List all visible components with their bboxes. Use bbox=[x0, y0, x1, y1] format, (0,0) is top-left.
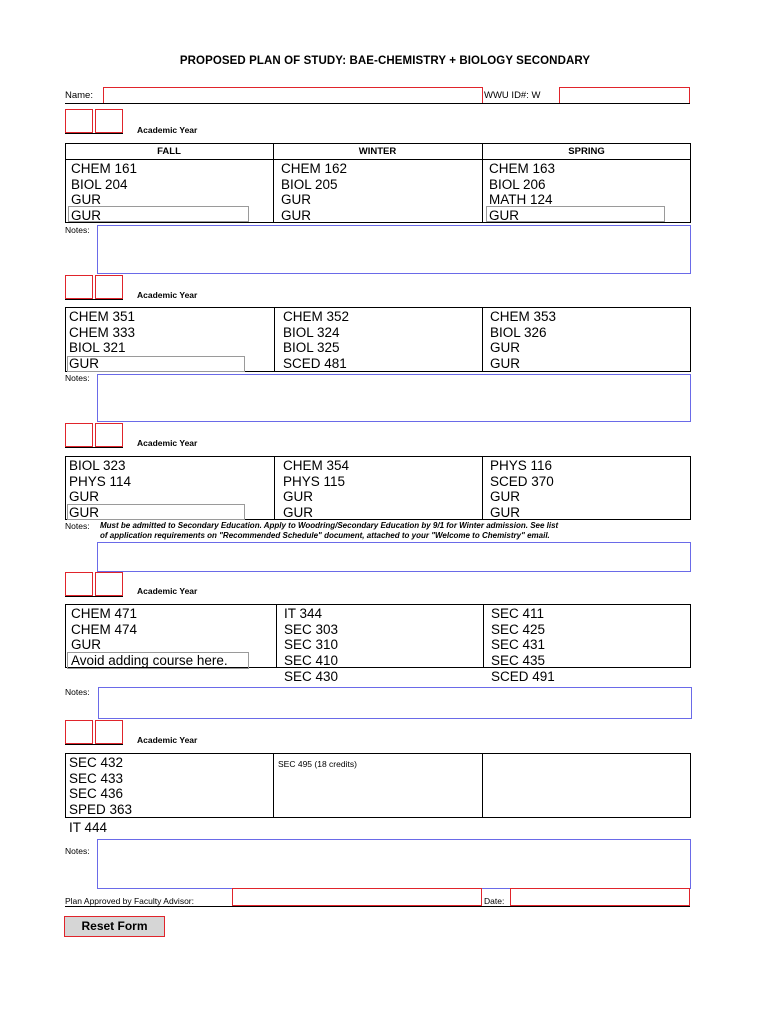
course: GUR bbox=[490, 504, 520, 520]
course: BIOL 324 bbox=[283, 324, 340, 340]
year3-fall-courses bbox=[69, 458, 131, 520]
year2-start-field[interactable] bbox=[65, 275, 93, 299]
year4-col-divider-1 bbox=[276, 604, 277, 668]
year2-notes-field[interactable] bbox=[97, 374, 691, 422]
course: GUR bbox=[283, 504, 313, 520]
course[interactable]: GUR bbox=[489, 207, 519, 223]
course: SCED 370 bbox=[490, 473, 554, 489]
course: BIOL 326 bbox=[490, 324, 547, 340]
course: PHYS 116 bbox=[490, 458, 553, 473]
course: CHEM 352 bbox=[283, 309, 350, 324]
course: PHYS 115 bbox=[283, 473, 346, 489]
winter-header: WINTER bbox=[358, 146, 397, 157]
name-field[interactable] bbox=[103, 87, 483, 104]
course: SEC 432 bbox=[69, 755, 124, 770]
course: CHEM 163 bbox=[489, 161, 556, 176]
year4-notes-field[interactable] bbox=[98, 687, 692, 719]
notes-label-4: Notes: bbox=[65, 687, 90, 697]
year4-end-field[interactable] bbox=[95, 572, 123, 596]
course: CHEM 471 bbox=[71, 606, 138, 621]
academic-year-label-5: Academic Year bbox=[137, 735, 198, 745]
year3-notes-field[interactable] bbox=[97, 542, 691, 572]
name-label: Name: bbox=[65, 90, 93, 101]
course: GUR bbox=[283, 489, 313, 505]
course: CHEM 354 bbox=[283, 458, 350, 473]
year5-col-divider-2 bbox=[482, 753, 483, 818]
year2-col-divider-1 bbox=[274, 307, 275, 372]
course: CHEM 351 bbox=[69, 309, 136, 324]
page-title: PROPOSED PLAN OF STUDY: BAE-CHEMISTRY + BIOLOGY SECONDARY bbox=[179, 55, 591, 67]
course: BIOL 325 bbox=[283, 340, 340, 356]
course: BIOL 205 bbox=[281, 176, 338, 192]
year4-spring-courses bbox=[491, 606, 555, 685]
course: CHEM 474 bbox=[71, 621, 138, 637]
reset-form-button[interactable]: Reset Form bbox=[64, 916, 165, 937]
date-field[interactable] bbox=[510, 888, 690, 906]
year5-col-divider-1 bbox=[273, 753, 274, 818]
course: SPED 363 bbox=[69, 801, 133, 817]
year3-start-field[interactable] bbox=[65, 423, 93, 447]
advisor-field[interactable] bbox=[232, 888, 482, 906]
academic-year-label-3: Academic Year bbox=[137, 438, 198, 448]
year1-end-field[interactable] bbox=[95, 109, 123, 133]
year2-end-field[interactable] bbox=[95, 275, 123, 299]
course: CHEM 353 bbox=[490, 309, 557, 324]
year1-notes-field[interactable] bbox=[97, 225, 691, 274]
course: SEC 410 bbox=[284, 652, 339, 668]
course: SEC 303 bbox=[284, 621, 339, 637]
course: PHYS 114 bbox=[69, 473, 132, 489]
year1-spring-courses bbox=[489, 161, 555, 223]
course: SCED 491 bbox=[491, 669, 555, 685]
course: GUR bbox=[71, 637, 101, 653]
course[interactable]: GUR bbox=[71, 207, 101, 223]
course[interactable]: GUR bbox=[69, 504, 99, 520]
academic-year-label-2: Academic Year bbox=[137, 290, 198, 300]
advisor-label: Plan Approved by Faculty Advisor: bbox=[65, 896, 194, 906]
course: CHEM 333 bbox=[69, 324, 136, 340]
year5-notes-field[interactable] bbox=[97, 839, 691, 889]
course: SEC 425 bbox=[491, 621, 546, 637]
course: SEC 436 bbox=[69, 786, 124, 802]
notes-label-1: Notes: bbox=[65, 225, 90, 235]
year3-spring-courses bbox=[490, 458, 554, 520]
date-label: Date: bbox=[484, 896, 505, 906]
course: GUR bbox=[281, 192, 311, 208]
year5-start-field[interactable] bbox=[65, 720, 93, 744]
year4-fall-courses bbox=[71, 606, 228, 668]
course: GUR bbox=[281, 207, 311, 223]
course: SEC 433 bbox=[69, 770, 124, 786]
course: GUR bbox=[490, 355, 520, 371]
course[interactable]: GUR bbox=[69, 355, 99, 371]
course: MATH 124 bbox=[489, 192, 553, 208]
notes-label-5: Notes: bbox=[65, 846, 90, 856]
course: GUR bbox=[69, 489, 99, 505]
year2-underline bbox=[65, 299, 123, 300]
year3-col-divider-1 bbox=[274, 456, 275, 520]
course: GUR bbox=[71, 192, 101, 208]
year1-start-field[interactable] bbox=[65, 109, 93, 133]
year5-table bbox=[65, 753, 691, 818]
admission-notice-line-2: of application requirements on "Recommended Schedule" document, attached to your "Welcome to Chemistry" email. bbox=[100, 531, 550, 540]
course: BIOL 323 bbox=[69, 458, 126, 473]
year1-fall-courses bbox=[71, 161, 137, 223]
footer-rule bbox=[65, 906, 690, 907]
spring-header: SPRING bbox=[568, 146, 605, 157]
year1-underline bbox=[65, 133, 123, 134]
year3-winter-courses bbox=[283, 458, 349, 520]
year1-winter-courses bbox=[281, 161, 347, 223]
year4-start-field[interactable] bbox=[65, 572, 93, 596]
course: SEC 430 bbox=[284, 669, 339, 685]
wwu-id-field[interactable] bbox=[559, 87, 690, 104]
notes-label-2: Notes: bbox=[65, 373, 90, 383]
year4-winter-courses bbox=[284, 606, 338, 685]
course: IT 344 bbox=[284, 606, 323, 621]
year4-col-divider-2 bbox=[483, 604, 484, 668]
academic-year-label-1: Academic Year bbox=[137, 125, 198, 135]
fall-header: FALL bbox=[157, 146, 181, 157]
admission-notice-line-1: Must be admitted to Secondary Education. Apply to Woodring/Secondary Education by 9/1 for Winter admission. See list bbox=[100, 521, 559, 530]
course: SEC 435 bbox=[491, 652, 546, 668]
year5-underline bbox=[65, 744, 123, 745]
year2-winter-courses bbox=[283, 309, 349, 371]
course: IT 444 bbox=[69, 820, 108, 836]
year3-end-field[interactable] bbox=[95, 423, 123, 447]
course: SEC 310 bbox=[284, 637, 339, 653]
year2-col-divider-2 bbox=[482, 307, 483, 372]
course: BIOL 321 bbox=[69, 340, 126, 356]
year1-header-rule bbox=[65, 159, 691, 160]
year2-fall-courses bbox=[69, 309, 135, 371]
course[interactable]: Avoid adding course here. bbox=[71, 652, 228, 668]
year5-winter-course: SEC 495 (18 credits) bbox=[278, 759, 357, 769]
course: CHEM 161 bbox=[71, 161, 138, 176]
notes-label-3: Notes: bbox=[65, 521, 90, 531]
course: BIOL 204 bbox=[71, 176, 128, 192]
course: SEC 411 bbox=[491, 606, 545, 621]
year5-end-field[interactable] bbox=[95, 720, 123, 744]
year3-underline bbox=[65, 447, 123, 448]
course: BIOL 206 bbox=[489, 176, 546, 192]
wwu-id-label: WWU ID#: W bbox=[484, 90, 541, 101]
course: GUR bbox=[490, 340, 520, 356]
year2-spring-courses bbox=[490, 309, 556, 371]
course: SEC 431 bbox=[491, 637, 546, 653]
year3-col-divider-2 bbox=[482, 456, 483, 520]
year4-underline bbox=[65, 596, 123, 597]
course: SCED 481 bbox=[283, 355, 347, 371]
course: CHEM 162 bbox=[281, 161, 348, 176]
year5-fall-courses bbox=[69, 755, 132, 836]
header-rule bbox=[65, 103, 690, 104]
course: GUR bbox=[490, 489, 520, 505]
academic-year-label-4: Academic Year bbox=[137, 586, 198, 596]
